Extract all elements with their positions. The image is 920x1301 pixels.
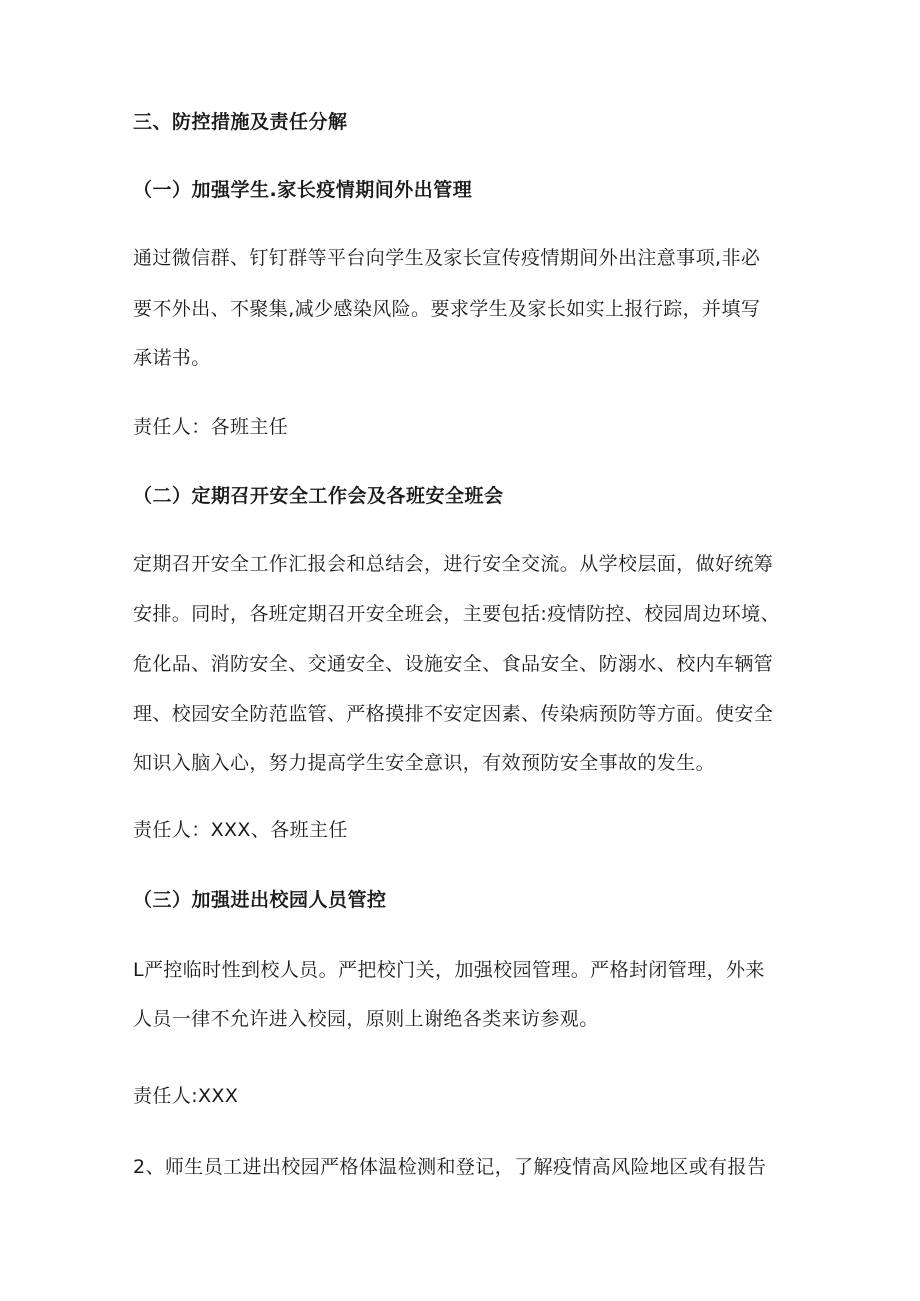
item2-paragraph-line: 知识入脑入心，努力提高学生安全意识，有效预防安全事故的发生。 [133, 752, 716, 774]
item3-sub1-line: 人员一律不允许进入校园，原则上谢绝各类来访参观。 [133, 1008, 599, 1030]
item3-heading: （三）加强进出校园人员管控 [133, 889, 387, 911]
item2-heading: （二）定期召开安全工作会及各班安全班会 [133, 485, 504, 507]
item3-sub2-line: 2、师生员工进出校园严格体温检测和登记，了解疫情高风险地区或有报告 [133, 1156, 767, 1178]
item2-paragraph-line: 定期召开安全工作汇报会和总结会，进行安全交流。从学校层面，做好统筹 [133, 553, 774, 575]
item1-heading: （一）加强学生.家长疫情期间外出管理 [133, 179, 473, 201]
item1-paragraph-line: 通过微信群、钉钉群等平台向学生及家长宣传疫情期间外出注意事项,非必 [133, 247, 761, 269]
item3-sub1-responsible: 责任人:XXX [133, 1085, 239, 1107]
item3-sub1-line: L严控临时性到校人员。严把校门关，加强校园管理。严格封闭管理，外来 [133, 959, 765, 981]
item1-paragraph-line: 要不外出、不聚集,减少感染风险。要求学生及家长如实上报行踪，并填写 [133, 298, 761, 320]
item2-paragraph-line: 危化品、消防安全、交通安全、设施安全、食品安全、防溺水、校内车辆管 [133, 653, 774, 675]
item2-paragraph-line: 理、校园安全防范监管、严格摸排不安定因素、传染病预防等方面。使安全 [133, 703, 774, 725]
section-title: 三、防控措施及责任分解 [133, 111, 348, 133]
item1-paragraph-line: 承诺书。 [133, 347, 211, 369]
item1-responsible: 责任人：各班主任 [133, 416, 289, 438]
item2-responsible: 责任人：XXX、各班主任 [133, 819, 348, 841]
item2-paragraph-line: 安排。同时，各班定期召开安全班会，主要包括:疫情防控、校园周边环境、 [133, 603, 781, 625]
